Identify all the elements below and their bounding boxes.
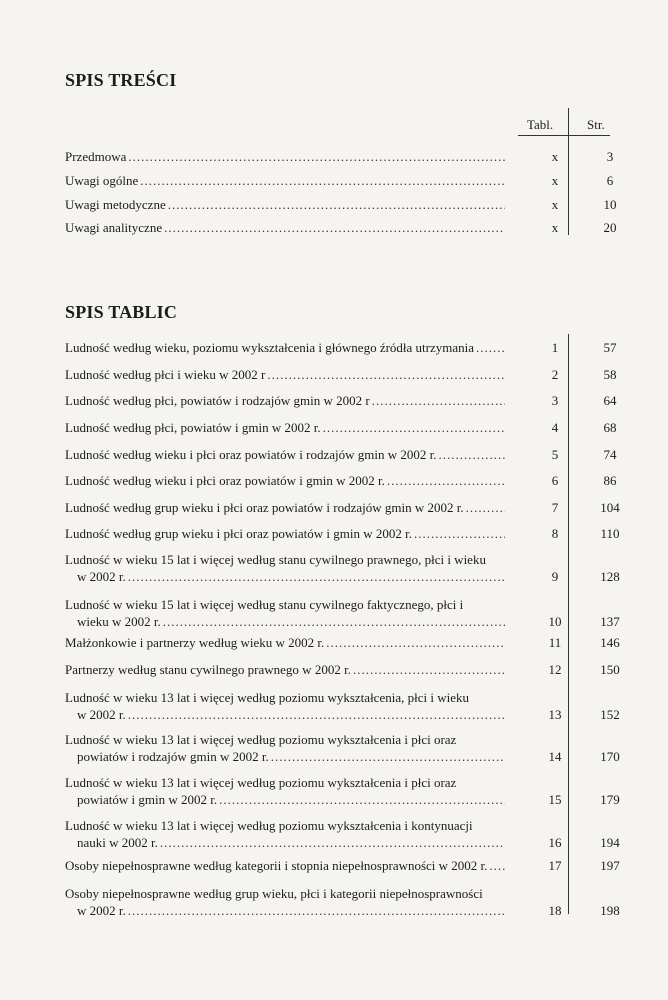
contents-heading: SPIS TREŚCI [65,70,177,90]
entry-title [65,596,505,630]
page-number: 20 [603,220,617,235]
dot-leader [128,706,505,723]
dot-leader [128,568,505,585]
entry-title-text: Uwagi metodyczne [65,197,166,212]
entry-title [65,148,505,165]
table-number: 17 [548,858,562,873]
entry-title-line1: Ludność w wieku 15 lat i więcej według stanu cywilnego prawnego, płci i wieku [65,552,486,567]
table-number: 18 [548,903,562,918]
dot-leader [439,446,505,463]
dot-leader [128,148,505,165]
column-header-tabl: Tabl. [527,117,554,132]
entry-title [65,499,505,516]
table-number: 12 [548,662,562,677]
entry-title [65,366,505,383]
page-number: 104 [600,500,620,515]
entry-title-text: Ludność według płci, powiatów i gmin w 2002 r. [65,420,321,435]
page-number: 68 [603,420,617,435]
dot-leader [387,472,505,489]
dot-leader [372,392,505,409]
entry-title [65,885,505,919]
entry-title-line1: Ludność w wieku 13 lat i więcej według poziomu wykształcenia i kontynuacji [65,818,473,833]
page-number: 152 [600,707,620,722]
dot-leader [353,661,505,678]
page-number: 58 [603,367,617,382]
page-number: 3 [606,149,614,164]
entry-title-text: Ludność według wieku i płci oraz powiatów i rodzajów gmin w 2002 r. [65,447,437,462]
entry-title-line2: nauki w 2002 r. [77,835,158,850]
entry-title-text: Ludność według wieku, poziomu wykształcenia i głównego źródła utrzymania [65,340,475,355]
entry-title-line1: Osoby niepełnosprawne według grup wieku, płci i kategorii niepełnosprawności [65,886,483,901]
page-number: 197 [600,858,620,873]
dot-leader [267,366,505,383]
table-number: 10 [548,614,562,629]
dot-leader [466,499,505,516]
dot-leader [476,339,505,356]
entry-title-text: Przedmowa [65,149,127,164]
table-number: x [551,173,559,188]
entry-title-text: Ludność według grup wieku i płci oraz powiatów i rodzajów gmin w 2002 r. [65,500,464,515]
entry-title [65,817,505,851]
page-number: 86 [603,473,617,488]
entry-title-text: Ludność według płci, powiatów i rodzajów gmin w 2002 r [65,393,370,408]
entry-title [65,731,505,765]
entry-title-line1: Ludność w wieku 15 lat i więcej według stanu cywilnego faktycznego, płci i [65,597,464,612]
page-number: 179 [600,792,620,807]
entry-title-line1: Ludność w wieku 13 lat i więcej według poziomu wykształcenia i płci oraz [65,775,457,790]
table-number: 7 [551,500,559,515]
page-number: 137 [600,614,620,629]
dot-leader [326,634,505,651]
entry-title [65,219,505,236]
entry-title-line1: Ludność w wieku 13 lat i więcej według poziomu wykształcenia i płci oraz [65,732,457,747]
entry-title-line2: powiatów i gmin w 2002 r. [77,792,218,807]
dot-leader [489,857,505,874]
dot-leader [164,219,505,236]
page-number: 64 [603,393,617,408]
table-number: 14 [548,749,562,764]
page-number: 57 [603,340,617,355]
page-number: 150 [600,662,620,677]
column-header-str: Str. [587,117,605,132]
entry-title [65,774,505,808]
table-number: 9 [551,569,559,584]
dot-leader [323,419,505,436]
entry-title-line2: wieku w 2002 r. [77,614,161,629]
table-number: 6 [551,473,559,488]
entry-title [65,525,505,542]
page-number: 10 [603,197,617,212]
column-divider-contents [568,108,569,235]
table-number: 5 [551,447,559,462]
page-number: 194 [600,835,620,850]
entry-title [65,392,505,409]
entry-title-text: Małżonkowie i partnerzy według wieku w 2002 r. [65,635,325,650]
tables-heading: SPIS TABLIC [65,302,178,322]
entry-title-line2: w 2002 r. [77,707,126,722]
dot-leader [128,902,505,919]
table-number: 3 [551,393,559,408]
entry-title-line2: powiatów i rodzajów gmin w 2002 r. [77,749,269,764]
entry-title-line2: w 2002 r. [77,903,126,918]
table-number: 11 [548,635,562,650]
table-number: 15 [548,792,562,807]
page-number: 170 [600,749,620,764]
table-number: x [551,197,559,212]
entry-title-line1: Ludność w wieku 13 lat i więcej według poziomu wykształcenia, płci i wieku [65,690,469,705]
dot-leader [140,172,505,189]
entry-title [65,551,505,585]
dot-leader [219,791,505,808]
entry-title-text: Ludność według wieku i płci oraz powiatów i gmin w 2002 r. [65,473,385,488]
entry-title [65,196,505,213]
table-number: 13 [548,707,562,722]
dot-leader [160,834,505,851]
table-number: 8 [551,526,559,541]
header-rule [518,135,610,136]
table-number: x [551,149,559,164]
entry-title-line2: w 2002 r. [77,569,126,584]
dot-leader [168,196,505,213]
table-number: 4 [551,420,559,435]
entry-title [65,172,505,189]
entry-title [65,339,505,356]
entry-title [65,689,505,723]
table-number: 2 [551,367,559,382]
entry-title-text: Osoby niepełnosprawne według kategorii i stopnia niepełnosprawności w 2002 r. [65,858,488,873]
entry-title-text: Ludność według płci i wieku w 2002 r [65,367,266,382]
page-number: 146 [600,635,620,650]
entry-title-text: Partnerzy według stanu cywilnego prawnego w 2002 r. [65,662,351,677]
page-number: 198 [600,903,620,918]
entry-title [65,446,505,463]
entry-title-text: Uwagi analityczne [65,220,163,235]
column-divider-tables [568,334,569,914]
page-number: 6 [606,173,614,188]
entry-title [65,857,505,874]
entry-title [65,661,505,678]
dot-leader [414,525,505,542]
dot-leader [163,613,505,630]
dot-leader [271,748,505,765]
entry-title [65,419,505,436]
entry-title [65,472,505,489]
page-number: 110 [600,526,620,541]
table-number: 1 [551,340,559,355]
page-number: 128 [600,569,620,584]
entry-title-text: Uwagi ogólne [65,173,139,188]
entry-title-text: Ludność według grup wieku i płci oraz powiatów i gmin w 2002 r. [65,526,412,541]
page-number: 74 [603,447,617,462]
entry-title [65,634,505,651]
table-number: 16 [548,835,562,850]
table-number: x [551,220,559,235]
